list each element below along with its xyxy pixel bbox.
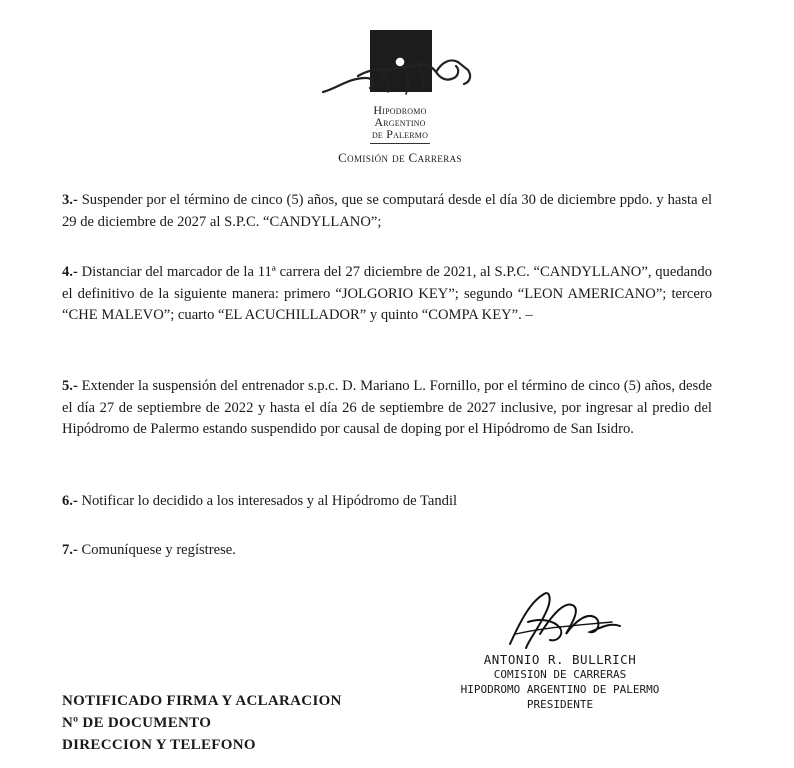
resolution-item-7: [62, 540, 712, 562]
notification-line-2: Nº DE DOCUMENTO: [62, 715, 212, 731]
item-text: Notificar lo decidido a los interesados y al Hipódromo de Tandil: [77, 493, 458, 509]
handwritten-signature: [500, 582, 630, 662]
item-text: Extender la suspensión del entrenador s.p.c. D. Mariano L. Fornillo, por el término de cinco (5) años, desde el día 27 de septiembre de 2022 y hasta el día 26 de septiembre de 2027 inclusive, por ingresar al predio del Hipódromo de Palermo estando suspendido por causal de doping por el Hipódromo de San Isidro.: [62, 378, 712, 437]
logo-line-3: de Palermo: [371, 127, 429, 141]
item-number: 6.-: [62, 493, 78, 509]
resolution-item-5: [62, 376, 712, 441]
signatory-line-2: HIPODROMO ARGENTINO DE PALERMO: [460, 683, 660, 696]
resolution-item-3: [62, 190, 712, 233]
racehorse-logo-icon: [318, 48, 478, 100]
item-text: Suspender por el término de cinco (5) años, que se computará desde el día 30 de diciembre ppdo. y hasta el 29 de diciembre de 2027 al S.P.C. “CANDYLLANO”;: [62, 192, 712, 230]
logo-line-1: Hipodromo: [373, 103, 427, 117]
item-number: 3.-: [62, 192, 78, 208]
hipodromo-logo-text: [330, 104, 470, 140]
notification-line-1: NOTIFICADO FIRMA Y ACLARACION: [62, 693, 342, 709]
signatory-title: PRESIDENTE: [526, 698, 594, 711]
item-number: 4.-: [62, 264, 78, 280]
signatory-name: ANTONIO R. BULLRICH: [483, 652, 637, 667]
item-number: 7.-: [62, 542, 78, 558]
logo-divider: [370, 143, 430, 144]
item-text: Distanciar del marcador de la 11ª carrera del 27 diciembre de 2021, al S.P.C. “CANDYLLANO”, quedando el definitivo de la siguiente manera: primero “JOLGORIO KEY”; segundo “LEON AMERICANO”; tercero “CHE MALEVO”; cuarto “EL ACUCHILLADOR” y quinto “COMPA KEY”. –: [62, 264, 712, 323]
resolution-item-6: [62, 491, 712, 513]
item-number: 5.-: [62, 378, 78, 394]
notification-block: [62, 690, 342, 756]
item-text: Comuníquese y regístrese.: [77, 542, 236, 558]
commission-title: Comisión de Carreras: [338, 150, 462, 165]
resolution-item-4: [62, 262, 712, 327]
signatory-line-1: COMISION DE CARRERAS: [493, 668, 627, 681]
signature-block: [450, 652, 670, 712]
notification-line-3: DIRECCION Y TELEFONO: [62, 737, 256, 753]
logo-line-2: Argentino: [374, 115, 426, 129]
